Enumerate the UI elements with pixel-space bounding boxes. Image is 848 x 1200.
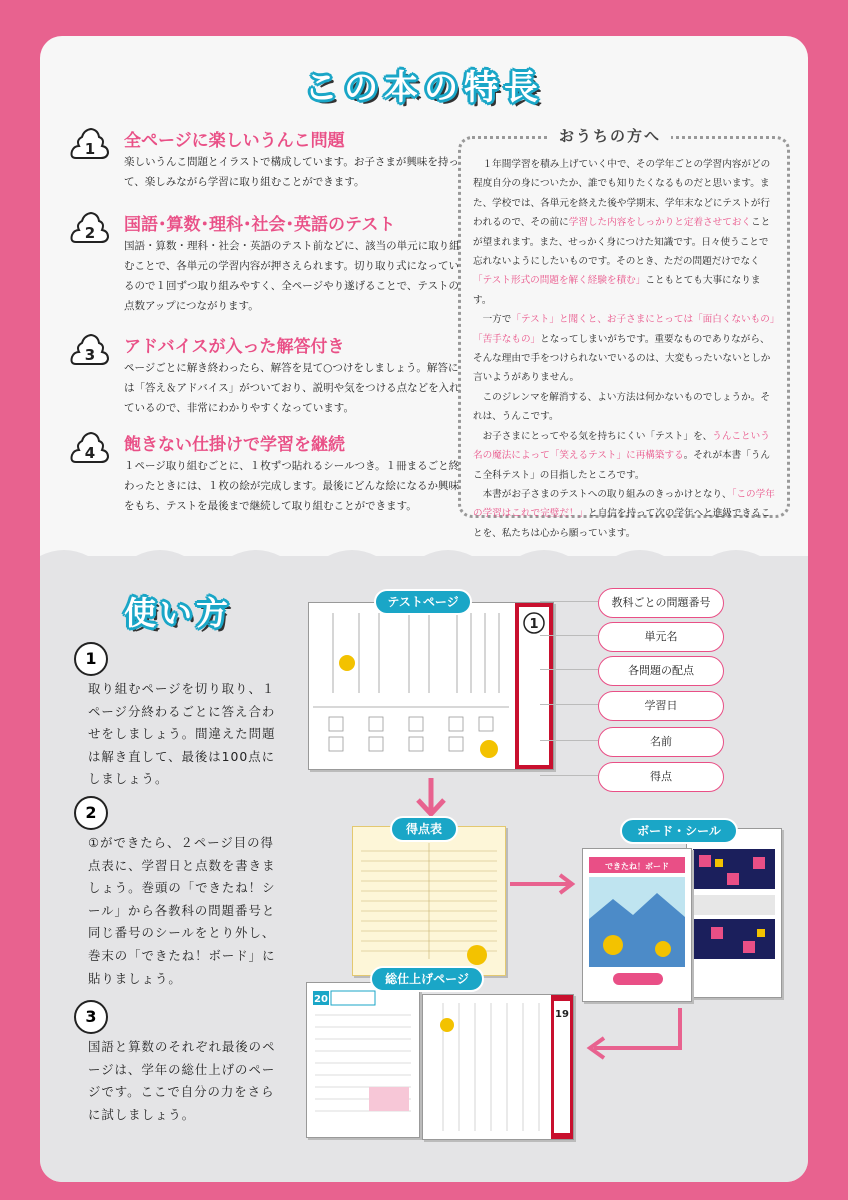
parents-paragraph: １年間学習を積み上げていく中で、その学年ごとの学習内容がどの程度自分の身についたか、誰でも知りたくなるものだと思います。また、学校では、各単元を終えた後や学期末、学年末などにテストが行われるので、その前に学習した内容をしっかりと定着させておくことが望まれます。また、せっかく身につけた知識です。日々使うことで忘れないようにしたいものです。そのとき、ただの問題だけでなく「テスト形式の問題を解く経験を積む」こともとても大事になります。 xyxy=(473,159,771,306)
label-study-date: 学習日 xyxy=(598,691,724,721)
feature-text: 楽しいうんこ問題とイラストで構成しています。お子さまが興味を持って、楽しみながら学習に取り組むことができます。 xyxy=(124,156,459,188)
seal-sheet-illustration xyxy=(687,829,781,997)
step-number: 3 xyxy=(74,1000,108,1034)
final-left-number: 20 xyxy=(314,994,328,1005)
step-number: 2 xyxy=(74,796,108,830)
svg-text:4: 4 xyxy=(84,444,96,462)
score-table-mock xyxy=(352,826,506,976)
board-illustration xyxy=(583,849,691,1001)
label-points: 各問題の配点 xyxy=(598,656,724,686)
test-page-label: テストページ xyxy=(374,589,472,615)
score-table-label: 得点表 xyxy=(390,816,458,842)
label-unit-name: 単元名 xyxy=(598,622,724,652)
feature-heading: アドバイスが入った解答付き xyxy=(124,337,345,357)
leader-line xyxy=(540,704,598,705)
feature-text: ページごとに解き終わったら、解答を見て○つけをしましょう。解答には「答え＆アドバイス」がついており、説明や気をつける点などを入れているので、非常にわかりやすくなっています。 xyxy=(124,362,460,414)
test-page-illustration xyxy=(309,603,553,769)
step-text: ①ができたら、２ページ目の得点表に、学習日と点数を書きましょう。巻頭の「できたね！シール」から各教科の問題番号と同じ番号のシールをとり外し、巻末の「できたね！ボード」に貼りましょう。 xyxy=(88,835,276,986)
leader-line xyxy=(540,601,598,602)
poop-number-icon xyxy=(70,332,110,366)
final-right-page-mock xyxy=(422,994,574,1140)
score-table-illustration xyxy=(353,827,505,975)
arrow-down-icon xyxy=(414,778,448,820)
poop-number-icon xyxy=(70,430,110,464)
step-number: 1 xyxy=(74,642,108,676)
label-problem-number: 教科ごとの問題番号 xyxy=(598,588,724,618)
step-text: 国語と算数のそれぞれ最後のページは、学年の総仕上げのページです。ここで自分の力をさらに試しましょう。 xyxy=(88,1039,276,1122)
svg-text:2: 2 xyxy=(84,224,96,242)
parents-title: おうちの方へ xyxy=(549,125,671,146)
parents-paragraph: お子さまにとってやる気を持ちにくい「テスト」を、うんこという名の魔法によって「笑えるテスト」に再構築する。それが本書「うんこ全科テスト」の目指したところです。 xyxy=(473,430,771,481)
parents-body xyxy=(473,155,777,543)
arrow-right-icon xyxy=(510,872,578,896)
feature-heading: 国語･算数･理科･社会･英語のテスト xyxy=(124,215,396,235)
final-right-number: 19 xyxy=(555,1009,569,1020)
label-score: 得点 xyxy=(598,762,724,792)
board-seal-label: ボード・シール xyxy=(620,818,738,844)
parents-paragraph: 一方で「テスト」と聞くと、お子さまにとっては「面白くないもの」「苦手なもの」となってしまいがちです。重要なものでありながら、そんな理由で手をつけられないでいるのは、大変もったいないとしか言いようがありません。 xyxy=(473,314,775,384)
feature-text: １ページ取り組むごとに、１枚ずつ貼れるシールつき。１冊まるごと終わったときには、１枚の絵が完成します。最後にどんな絵になるか興味をもち、テストを最後まで継続して取り組むことができます。 xyxy=(124,460,460,512)
page-card xyxy=(40,36,808,1182)
svg-text:1: 1 xyxy=(84,140,96,158)
test-page-mock xyxy=(308,602,554,770)
feature-heading: 飽きない仕掛けで学習を継続 xyxy=(124,435,345,455)
leader-line xyxy=(540,740,598,741)
poop-number-icon xyxy=(70,126,110,160)
parents-paragraph: このジレンマを解消する、よい方法は何かないものでしょうか。それは、うんこです。 xyxy=(473,391,770,423)
feature-text: 国語・算数・理科・社会・英語のテスト前などに、該当の単元に取り組むことで、各単元の学習内容が押さえられます。切り取り式になっているので１回ずつ取り組みやすく、全ページやり遂げることで、テストの点数アップにつながります。 xyxy=(124,240,460,312)
feature-heading: 全ページに楽しいうんこ問題 xyxy=(124,131,345,151)
final-page-label: 総仕上げページ xyxy=(370,966,484,992)
step-text: 取り組むページを切り取り、１ページ分終わるごとに答え合わせをしましょう。間違えた問題は解き直して、最後は100点にしましょう。 xyxy=(88,681,276,787)
leader-line xyxy=(540,775,598,776)
leader-line xyxy=(540,669,598,670)
final-right-illustration xyxy=(423,995,573,1139)
svg-text:3: 3 xyxy=(84,346,96,364)
usage-title: 使い方 xyxy=(124,594,233,632)
arrow-return-icon xyxy=(580,1008,684,1070)
label-name: 名前 xyxy=(598,727,724,757)
test-number: 1 xyxy=(529,617,539,632)
poop-number-icon xyxy=(70,210,110,244)
page-title: この本の特長 xyxy=(304,68,544,108)
leader-line xyxy=(540,635,598,636)
final-left-illustration xyxy=(307,983,419,1137)
board-header: できたね！ボード xyxy=(605,862,669,871)
parents-paragraph: 本書がお子さまのテストへの取り組みのきっかけとなり、「この学年の学習はこれで完璧だ！」と自信を持って次の学年へと進級できることを、私たちは心から願っています。 xyxy=(473,488,775,539)
board-mock xyxy=(582,848,692,1002)
parents-note xyxy=(458,127,790,539)
final-left-page-mock xyxy=(306,982,420,1138)
seal-sheet-mock xyxy=(686,828,782,998)
